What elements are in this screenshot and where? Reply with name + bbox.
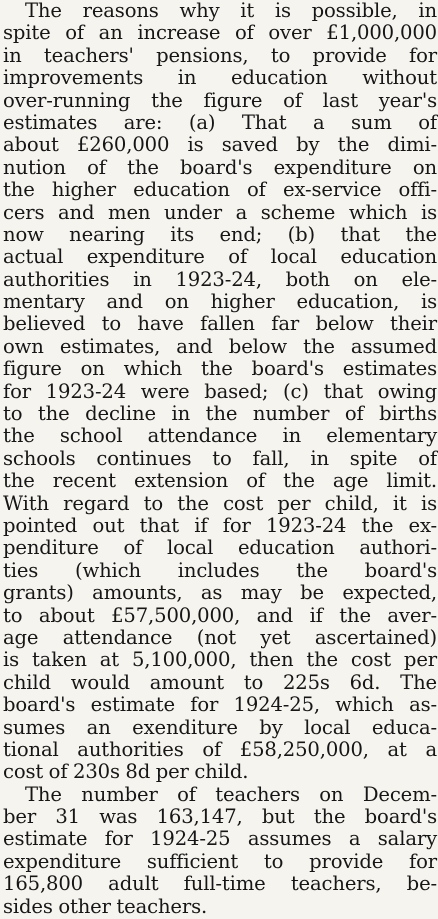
text-line: estimate for 1924-25 assumes a salary bbox=[3, 827, 437, 851]
text-line: about £260,000 is saved by the dimi- bbox=[3, 133, 437, 157]
text-line: cost of 230s 8d per child. bbox=[3, 760, 249, 784]
text-line: the higher education of ex-service offi- bbox=[3, 178, 437, 202]
text-line: mentary and on higher education, is bbox=[3, 290, 437, 314]
text-line: believed to have fallen far below their bbox=[3, 312, 437, 336]
text-line: for 1923-24 were based; (c) that owing bbox=[3, 379, 437, 403]
text-line: the school attendance in elementary bbox=[3, 424, 437, 448]
text-line: to about £57,500,000, and if the aver- bbox=[3, 603, 437, 627]
text-line: tional authorities of £58,250,000, at a bbox=[3, 737, 437, 761]
text-line: sumes an exenditure by local educa- bbox=[3, 715, 437, 739]
paragraph-1 bbox=[3, 0, 437, 784]
text-line: spite of an increase of over £1,000,000 bbox=[3, 21, 437, 45]
text-line: the recent extension of the age limit. bbox=[3, 469, 437, 493]
text-line: figure on which the board's estimates bbox=[3, 357, 437, 381]
article-column bbox=[3, 0, 437, 918]
text-line: now nearing its end; (b) that the bbox=[3, 222, 437, 246]
text-line: over-running the figure of last year's bbox=[3, 88, 437, 112]
text-line: to the decline in the number of births bbox=[3, 402, 437, 426]
paragraph-2 bbox=[3, 784, 437, 918]
text-line: age attendance (not yet ascertained) bbox=[3, 625, 437, 649]
text-line: sides other teachers. bbox=[3, 894, 208, 918]
text-line: nution of the board's expenditure on bbox=[3, 155, 437, 179]
text-line: board's estimate for 1924-25, which as- bbox=[3, 693, 437, 717]
text-line: authorities in 1923-24, both on ele- bbox=[3, 267, 437, 291]
text-line: ber 31 was 163,147, but the board's bbox=[3, 805, 437, 829]
text-line: cers and men under a scheme which is bbox=[3, 200, 437, 224]
text-line: 165,800 adult full-time teachers, be- bbox=[3, 872, 437, 896]
text-line: schools continues to fall, in spite of bbox=[3, 446, 437, 470]
text-line: The number of teachers on Decem- bbox=[25, 782, 437, 806]
text-line: With regard to the cost per child, it is bbox=[3, 491, 437, 515]
text-line: penditure of local education authori- bbox=[3, 536, 437, 560]
text-line: own estimates, and below the assumed bbox=[3, 334, 437, 358]
text-line: is taken at 5,100,000, then the cost per bbox=[3, 648, 437, 672]
text-line: The reasons why it is possible, in bbox=[25, 0, 437, 22]
text-line: ties (which includes the board's bbox=[3, 558, 437, 582]
text-line: actual expenditure of local education bbox=[3, 245, 437, 269]
text-line: improvements in education without bbox=[3, 66, 437, 90]
text-line: grants) amounts, as may be expected, bbox=[3, 581, 437, 605]
text-line: pointed out that if for 1923-24 the ex- bbox=[3, 513, 437, 537]
text-line: in teachers' pensions, to provide for bbox=[3, 43, 437, 67]
text-line: expenditure sufficient to provide for bbox=[3, 849, 437, 873]
text-line: child would amount to 225s 6d. The bbox=[3, 670, 437, 694]
text-line: estimates are: (a) That a sum of bbox=[3, 110, 437, 134]
